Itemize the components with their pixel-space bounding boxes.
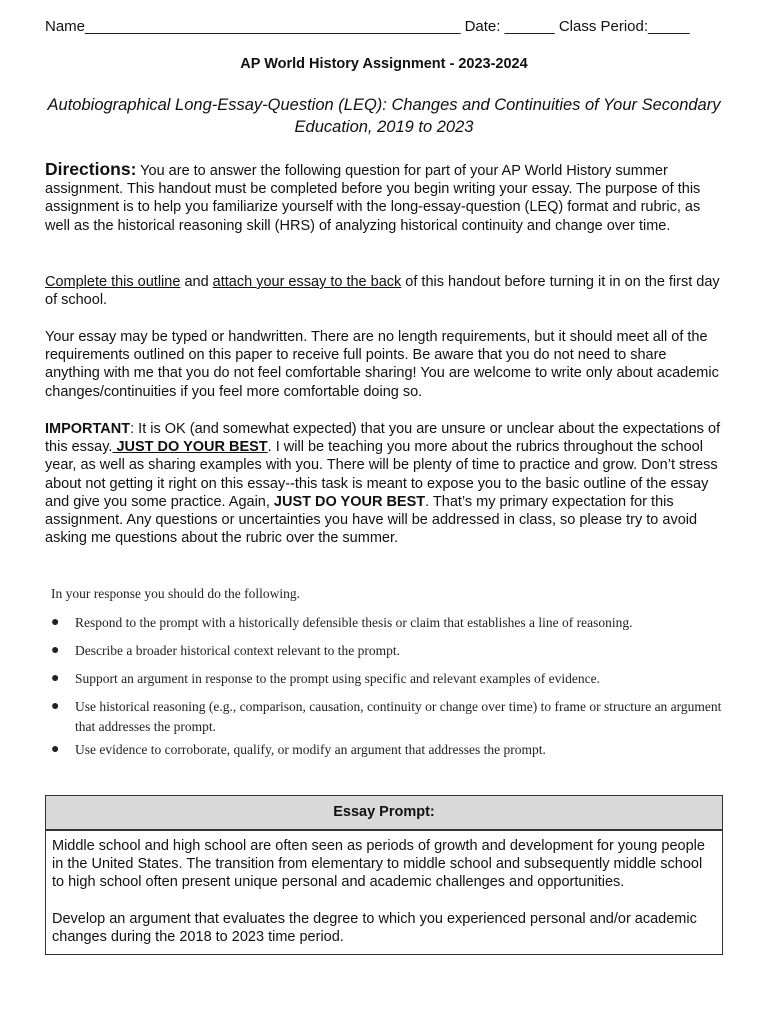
rubric-list — [49, 613, 729, 760]
important-label: IMPORTANT — [45, 421, 131, 437]
bullet-icon: ● — [51, 615, 60, 630]
important-text-1: : It is OK (and somewhat expected) that you are unsure or unclear about the expectations of this essay. — [45, 421, 721, 456]
list-item — [49, 697, 729, 737]
list-item — [49, 641, 729, 661]
directions-label: Directions: — [45, 159, 137, 179]
prompt-paragraph-1: Middle school and high school are often seen as periods of growth and development for young people in the United States. The transition from elementary to middle school and subsequently middle school to high school often present unique personal and academic challenges and opportunities. — [52, 838, 705, 891]
outline-rest: of this handout before turning it in on the first day of school. — [45, 274, 720, 309]
attach-essay-text: attach your essay to the back — [212, 274, 402, 290]
essay-prompt-body — [46, 831, 722, 954]
essay-prompt-box — [45, 795, 723, 955]
directions-paragraph — [45, 160, 723, 235]
name-date-period-line: Name_____________________________________________ Date: ______ Class Period:_____ — [45, 18, 690, 35]
assignment-subtitle: Autobiographical Long-Essay-Question (LEQ): Changes and Continuities of Your Secondary Education, 2019 to 2023 — [47, 96, 721, 136]
essay-prompt-heading: Essay Prompt: — [46, 796, 722, 831]
bullet-icon: ● — [51, 742, 60, 757]
prompt-paragraph-2: Develop an argument that evaluates the degree to which you experienced personal and/or academic changes during the 2018 to 2023 time period. — [52, 910, 697, 945]
list-item — [49, 669, 729, 689]
rubric-requirements — [49, 586, 729, 768]
list-item — [49, 613, 729, 633]
important-text-3: . That’s my primary expectation for this assignment. Any questions or uncertainties you have will be addressed in class, so please try to avoid asking me questions about the rubric over the summer. — [45, 493, 698, 547]
essay-note-paragraph: Your essay may be typed or handwritten. There are no length requirements, but it should meet all of the requirements outlined on this paper to receive full points. Be aware that you do not need to share anything with me that you do not feel comfortable sharing! You are welcome to write only about academic changes/continuities if you feel more comfortable doing so. — [45, 329, 719, 400]
rubric-item-text: Support an argument in response to the prompt using specific and relevant examples of evidence. — [75, 671, 600, 686]
outline-connector: and — [180, 274, 213, 290]
assignment-title: AP World History Assignment - 2023-2024 — [240, 56, 528, 72]
list-item — [49, 740, 729, 760]
rubric-item-text: Use evidence to corroborate, qualify, or modify an argument that addresses the prompt. — [75, 742, 546, 757]
rubric-item-text: Describe a broader historical context relevant to the prompt. — [75, 643, 401, 658]
rubric-item-text: Respond to the prompt with a historically defensible thesis or claim that establishes a line of reasoning. — [75, 615, 633, 630]
rubric-intro: In your response you should do the following. — [51, 586, 300, 601]
important-text-2: . I will be teaching you more about the rubrics throughout the school year, as well as sharing examples with you. There will be plenty of time to practice and grow. Don’t stress about not getting it right on this essay--this task is meant to expose you to the basic outline of the essay and give you some practice. Again, — [45, 439, 718, 510]
outline-paragraph — [45, 273, 723, 309]
rubric-item-text: Use historical reasoning (e.g., comparison, causation, continuity or change over time) to frame or structure an argument that addresses the prompt. — [75, 699, 722, 734]
bullet-icon: ● — [51, 671, 60, 686]
bullet-icon: ● — [51, 699, 60, 714]
just-do-your-best-2: JUST DO YOUR BEST — [273, 493, 426, 510]
complete-outline-text: Complete this outline — [45, 274, 181, 290]
bullet-icon: ● — [51, 643, 60, 658]
just-do-your-best-1: JUST DO YOUR BEST — [112, 439, 268, 456]
directions-text: You are to answer the following question for part of your AP World History summer assignment. This handout must be completed before you begin writing your essay. The purpose of this assignment is to help you familiarize yourself with the long-essay-question (LEQ) format and rubric, as well as the historical reasoning skill (HRS) of analyzing historical continuity and change over time. — [45, 163, 701, 234]
important-paragraph — [45, 420, 723, 547]
